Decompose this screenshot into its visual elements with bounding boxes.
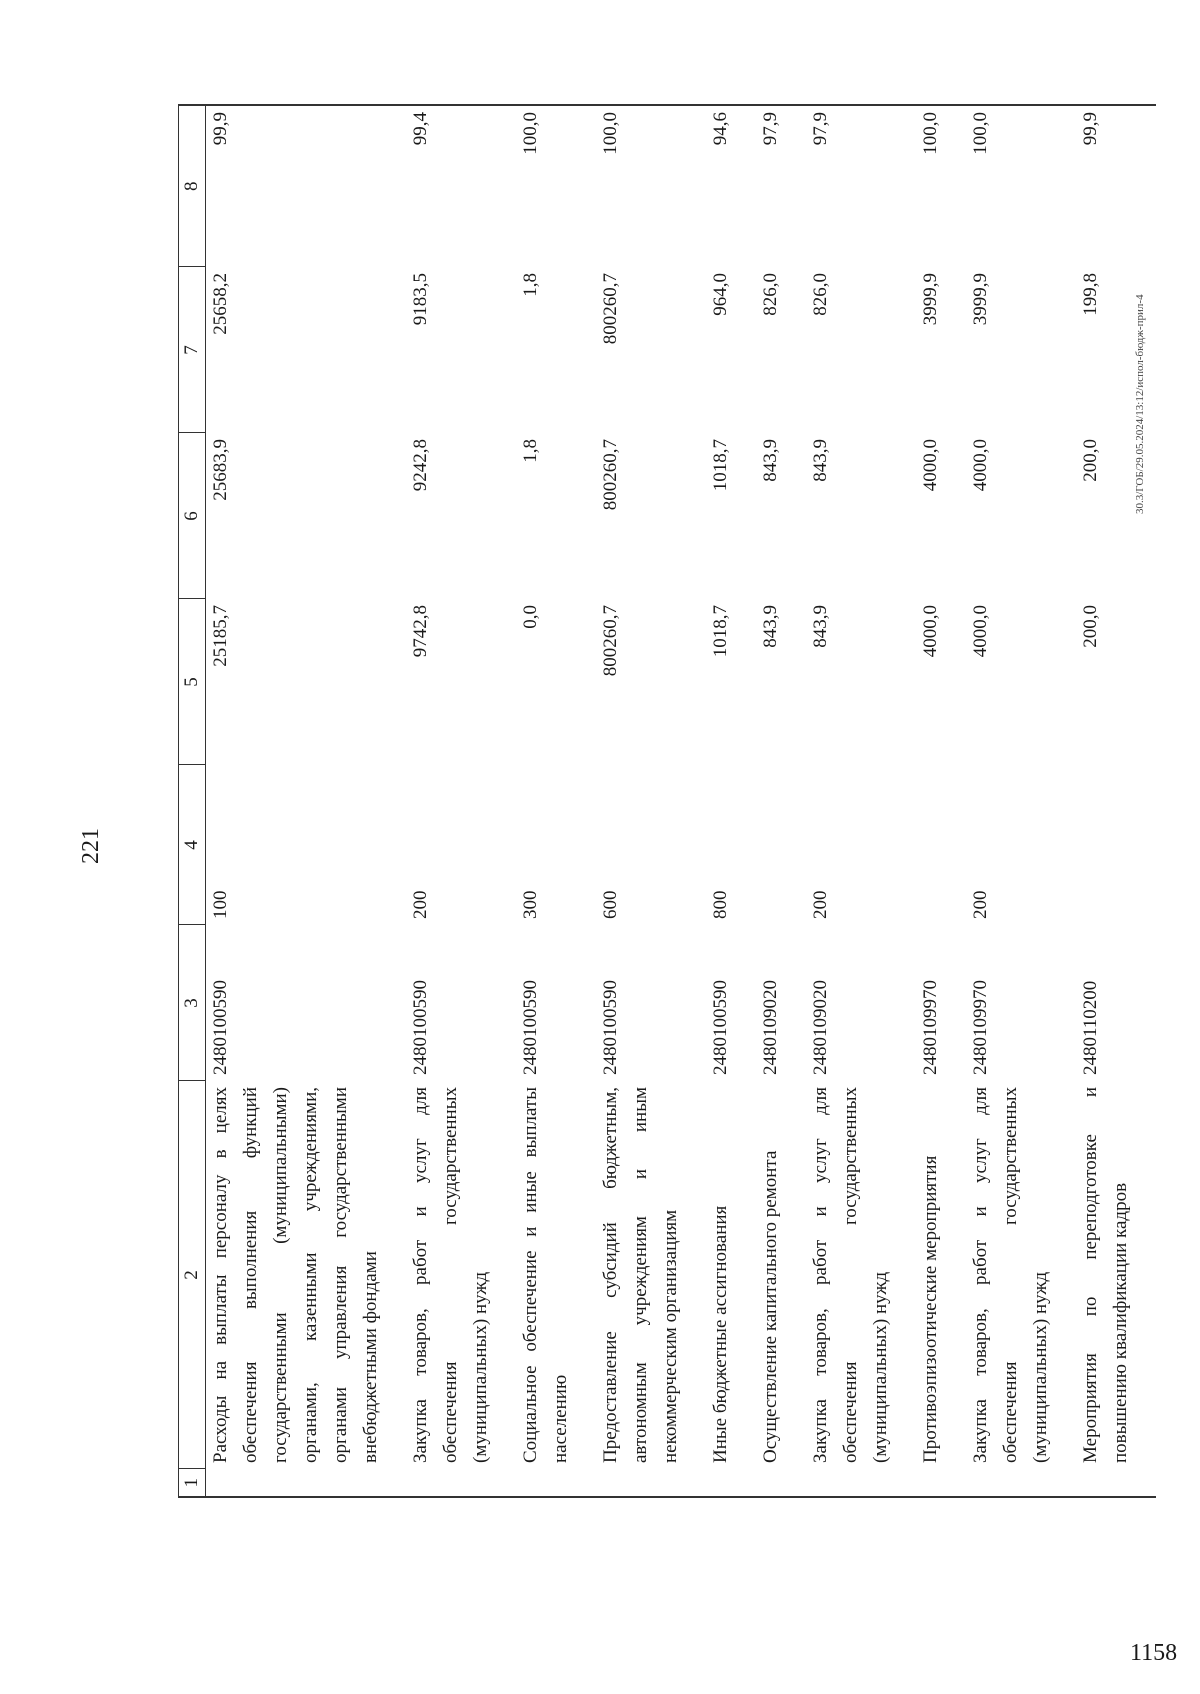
header-col-6: 6 bbox=[179, 433, 206, 599]
executed-amount-cell: 964,0 bbox=[710, 273, 731, 316]
approved-amount-cell: 4000,0 bbox=[920, 605, 941, 658]
expense-type-cell bbox=[916, 765, 966, 925]
row-number-cell bbox=[806, 1469, 916, 1497]
updated-amount-cell: 800260,7 bbox=[600, 439, 621, 511]
target-code-cell: 2480100590 bbox=[520, 980, 541, 1075]
approved-amount-cell: 843,9 bbox=[810, 605, 831, 648]
approved-amount-cell: 9742,8 bbox=[410, 605, 431, 658]
row-number-cell bbox=[756, 1469, 806, 1497]
execution-percent-cell: 97,9 bbox=[806, 105, 916, 267]
execution-percent-cell: 97,9 bbox=[756, 105, 806, 267]
table-row bbox=[516, 105, 596, 1497]
header-col-8: 8 bbox=[179, 105, 206, 267]
approved-amount-cell: 800260,7 bbox=[600, 605, 621, 677]
expense-type-cell: 100 bbox=[210, 890, 231, 919]
row-number-cell bbox=[406, 1469, 516, 1497]
table-header-row bbox=[179, 105, 206, 1497]
updated-amount-cell: 4000,0 bbox=[970, 439, 991, 492]
updated-amount-cell: 4000,0 bbox=[920, 439, 941, 492]
executed-amount-cell: 826,0 bbox=[810, 273, 831, 316]
expense-name-cell: Осуществление капитального ремонта bbox=[760, 1150, 781, 1463]
header-col-7: 7 bbox=[179, 267, 206, 433]
target-code-cell: 2480109970 bbox=[920, 980, 941, 1075]
target-code-cell: 2480100590 bbox=[600, 980, 621, 1075]
executed-amount-cell: 3999,9 bbox=[920, 273, 941, 326]
executed-amount-cell: 1,8 bbox=[520, 273, 541, 297]
executed-amount-cell: 199,8 bbox=[1080, 273, 1101, 316]
header-col-1: 1 bbox=[179, 1469, 206, 1497]
execution-percent-cell: 94,6 bbox=[706, 105, 756, 267]
table-row bbox=[806, 105, 916, 1497]
updated-amount-cell: 843,9 bbox=[810, 439, 831, 482]
approved-amount-cell: 200,0 bbox=[1080, 605, 1101, 648]
row-number-cell bbox=[206, 1469, 407, 1497]
target-code-cell: 2480100590 bbox=[410, 980, 431, 1075]
approved-amount-cell: 0,0 bbox=[520, 605, 541, 629]
target-code-cell: 2480109970 bbox=[970, 980, 991, 1075]
table-row bbox=[966, 105, 1076, 1497]
target-code-cell: 2480109020 bbox=[810, 980, 831, 1075]
table-row bbox=[206, 105, 407, 1497]
row-number-cell bbox=[1076, 1469, 1156, 1497]
budget-table bbox=[178, 104, 1156, 1498]
header-col-3: 3 bbox=[179, 925, 206, 1081]
row-number-cell bbox=[516, 1469, 596, 1497]
header-col-5: 5 bbox=[179, 599, 206, 765]
target-code-cell: 2480100590 bbox=[210, 980, 231, 1075]
sheet-number: 1158 bbox=[1130, 1640, 1178, 1666]
expense-type-cell bbox=[756, 765, 806, 925]
expense-name-cell: Расходы на выплаты персоналу в целях обеспечения выполнения функций государственными (муниципальными) органами, казенными учреждениями, органами управления государственными внебюджетными фондами bbox=[210, 1087, 381, 1463]
executed-amount-cell: 25658,2 bbox=[210, 273, 231, 335]
table-row bbox=[916, 105, 966, 1497]
expense-type-cell bbox=[1076, 765, 1156, 925]
expense-name-cell: Предоставление субсидий бюджетным, автономным учреждениям и иным некоммерческим организациям bbox=[600, 1087, 681, 1463]
execution-percent-cell: 99,9 bbox=[1076, 105, 1156, 267]
executed-amount-cell: 800260,7 bbox=[600, 273, 621, 345]
expense-type-cell: 200 bbox=[410, 890, 431, 919]
expense-name-cell: Мероприятия по переподготовке и повышению квалификации кадров bbox=[1080, 1087, 1131, 1463]
updated-amount-cell: 843,9 bbox=[760, 439, 781, 482]
table-row bbox=[406, 105, 516, 1497]
table-body bbox=[206, 105, 1157, 1497]
footer-stamp: 30.3/ГОБ/29.05.2024/13:12/испол-бюдж-прил-4 bbox=[1134, 294, 1146, 514]
row-number-cell bbox=[706, 1469, 756, 1497]
approved-amount-cell: 1018,7 bbox=[710, 605, 731, 658]
expense-type-cell: 600 bbox=[600, 890, 621, 919]
updated-amount-cell: 25683,9 bbox=[210, 439, 231, 501]
row-number-cell bbox=[916, 1469, 966, 1497]
expense-name-cell: Иные бюджетные ассигнования bbox=[710, 1205, 731, 1463]
header-col-4: 4 bbox=[179, 765, 206, 925]
expense-name-cell: Закупка товаров, работ и услуг для обеспечения государственных (муниципальных) нужд bbox=[810, 1087, 891, 1463]
approved-amount-cell: 843,9 bbox=[760, 605, 781, 648]
executed-amount-cell: 3999,9 bbox=[970, 273, 991, 326]
execution-percent-cell: 100,0 bbox=[596, 105, 706, 267]
updated-amount-cell: 200,0 bbox=[1080, 439, 1101, 482]
updated-amount-cell: 1,8 bbox=[520, 439, 541, 463]
table-row bbox=[706, 105, 756, 1497]
row-number-cell bbox=[966, 1469, 1076, 1497]
page-number: 221 bbox=[78, 828, 104, 864]
expense-type-cell: 800 bbox=[710, 890, 731, 919]
executed-amount-cell: 9183,5 bbox=[410, 273, 431, 326]
approved-amount-cell: 25185,7 bbox=[210, 605, 231, 667]
header-col-2: 2 bbox=[179, 1081, 206, 1469]
execution-percent-cell: 99,4 bbox=[406, 105, 516, 267]
expense-type-cell: 200 bbox=[970, 890, 991, 919]
row-number-cell bbox=[596, 1469, 706, 1497]
execution-percent-cell: 100,0 bbox=[966, 105, 1076, 267]
execution-percent-cell: 100,0 bbox=[916, 105, 966, 267]
expense-name-cell: Социальное обеспечение и иные выплаты населению bbox=[520, 1087, 571, 1463]
expense-type-cell: 200 bbox=[810, 890, 831, 919]
updated-amount-cell: 1018,7 bbox=[710, 439, 731, 492]
expense-name-cell: Закупка товаров, работ и услуг для обеспечения государственных (муниципальных) нужд bbox=[970, 1087, 1051, 1463]
approved-amount-cell: 4000,0 bbox=[970, 605, 991, 658]
table-row bbox=[596, 105, 706, 1497]
execution-percent-cell: 99,9 bbox=[206, 105, 407, 267]
expense-type-cell: 300 bbox=[520, 890, 541, 919]
execution-percent-cell: 100,0 bbox=[516, 105, 596, 267]
target-code-cell: 2480110200 bbox=[1080, 980, 1101, 1075]
executed-amount-cell: 826,0 bbox=[760, 273, 781, 316]
target-code-cell: 2480109020 bbox=[760, 980, 781, 1075]
table-row bbox=[756, 105, 806, 1497]
expense-name-cell: Противоэпизоотические мероприятия bbox=[920, 1155, 941, 1463]
updated-amount-cell: 9242,8 bbox=[410, 439, 431, 492]
expense-name-cell: Закупка товаров, работ и услуг для обеспечения государственных (муниципальных) нужд bbox=[410, 1087, 491, 1463]
target-code-cell: 2480100590 bbox=[710, 980, 731, 1075]
